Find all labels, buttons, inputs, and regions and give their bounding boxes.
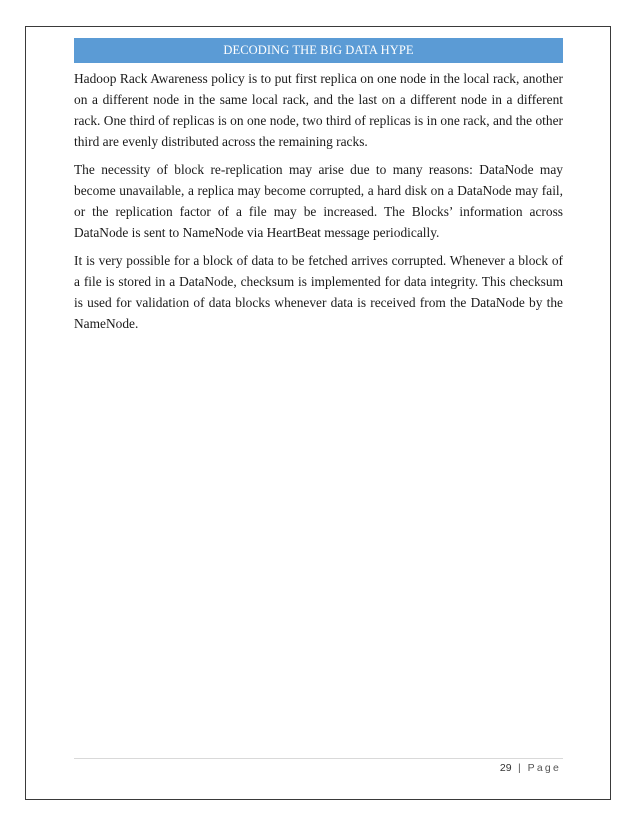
page-label: Page (527, 762, 561, 774)
page-separator: | (518, 762, 522, 774)
header-title: DECODING THE BIG DATA HYPE (223, 43, 414, 57)
paragraph-re-replication: The necessity of block re-replication may arise due to many reasons: DataNode may become unavailable, a replica may become corrupted, a hard disk on a DataNode may fail, or the replication factor of a file may be increased. The Blocks’ information across DataNode is sent to NameNode via HeartBeat message periodically. (74, 162, 563, 240)
header-banner (74, 38, 563, 63)
footer-divider (74, 758, 563, 759)
document-body (74, 68, 563, 341)
page-number: 29 (499, 762, 512, 774)
paragraph-checksum: It is very possible for a block of data to be fetched arrives corrupted. Whenever a block of a file is stored in a DataNode, checksum is implemented for data integrity. This checksum is used for validation of data blocks whenever data is received from the DataNode by the NameNode. (74, 253, 563, 331)
paragraph-rack-awareness: Hadoop Rack Awareness policy is to put first replica on one node in the local rack, another on a different node in the same local rack, and the last on a different node in a different rack. One third of replicas is on one node, two third of replicas is in one rack, and the other third are evenly distributed across the remaining racks. (74, 71, 563, 149)
page-number-footer (500, 762, 561, 774)
